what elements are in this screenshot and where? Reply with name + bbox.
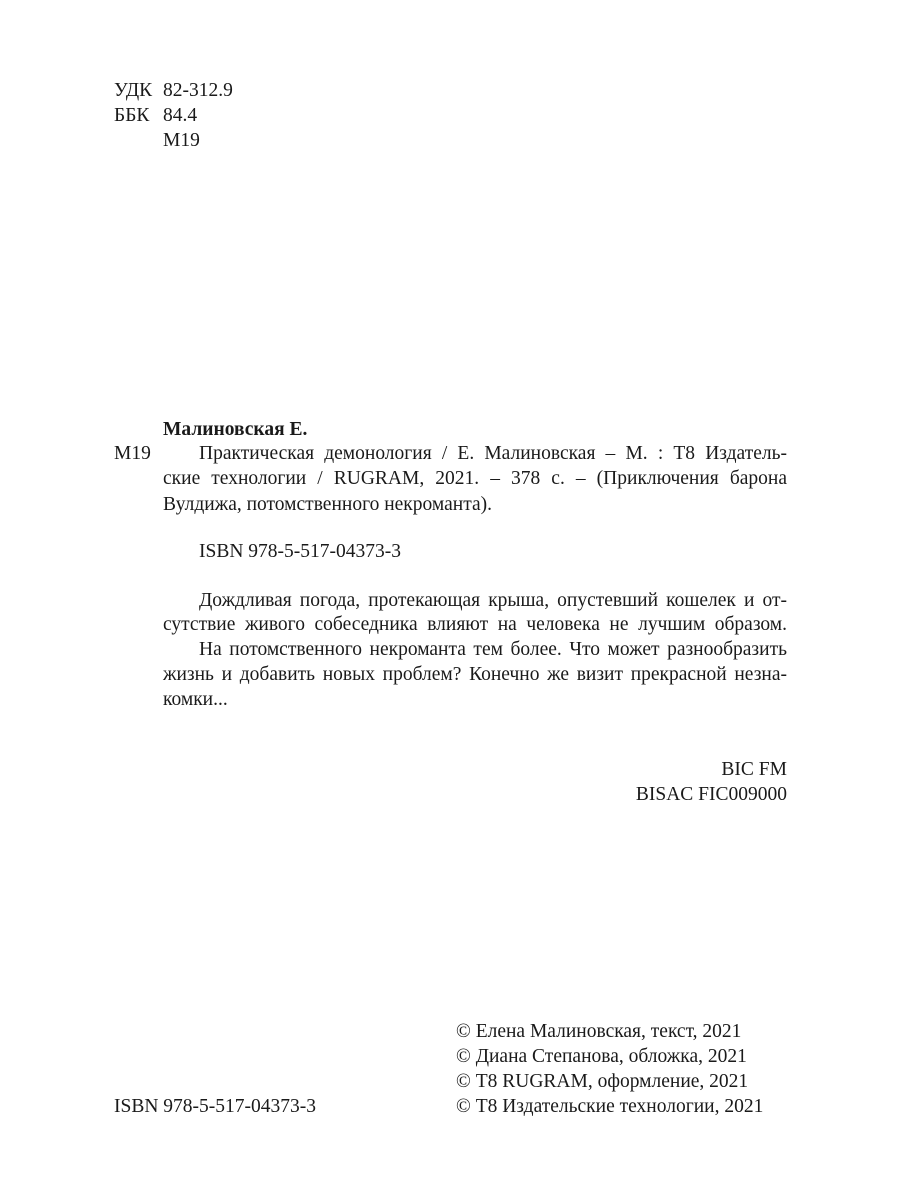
bbk-label: ББК xyxy=(114,105,150,126)
annotation-line: комки... xyxy=(163,689,228,710)
copyright-line: © Т8 RUGRAM, оформление, 2021 xyxy=(456,1071,749,1092)
author-heading: Малиновская Е. xyxy=(163,419,308,440)
copyright-line: © Диана Степанова, обложка, 2021 xyxy=(456,1046,747,1067)
copyright-line: © Т8 Издательские технологии, 2021 xyxy=(456,1096,764,1117)
author-sign: М19 xyxy=(163,130,200,151)
bbk-value: 84.4 xyxy=(163,105,198,126)
annotation-line: жизнь и добавить новых проблем? Конечно же визит прекрасной незна- xyxy=(163,664,787,685)
description-line: Практическая демонология / Е. Малиновская – М. : Т8 Издатель- xyxy=(199,443,787,464)
catalog-author-sign: М19 xyxy=(114,443,151,464)
bic-code: BIC FM xyxy=(721,759,787,780)
copyright-line: © Елена Малиновская, текст, 2021 xyxy=(456,1021,742,1042)
catalog-isbn: ISBN 978-5-517-04373-3 xyxy=(199,541,402,562)
annotation-line: На потомственного некроманта тем более. Что может разнообразить xyxy=(199,639,787,660)
udk-label: УДК xyxy=(114,80,153,101)
udk-value: 82-312.9 xyxy=(163,80,233,101)
bisac-code: BISAC FIC009000 xyxy=(635,784,787,805)
description-line: ские технологии / RUGRAM, 2021. – 378 с. – (Приключения барона xyxy=(163,468,787,489)
annotation-line: сутствие живого собеседника влияют на человека не лучшим образом. xyxy=(163,614,787,635)
footer-isbn: ISBN 978-5-517-04373-3 xyxy=(114,1096,317,1117)
description-line: Вулдижа, потомственного некроманта). xyxy=(163,494,492,515)
annotation-line: Дождливая погода, протекающая крыша, опустевший кошелек и от- xyxy=(199,590,787,611)
